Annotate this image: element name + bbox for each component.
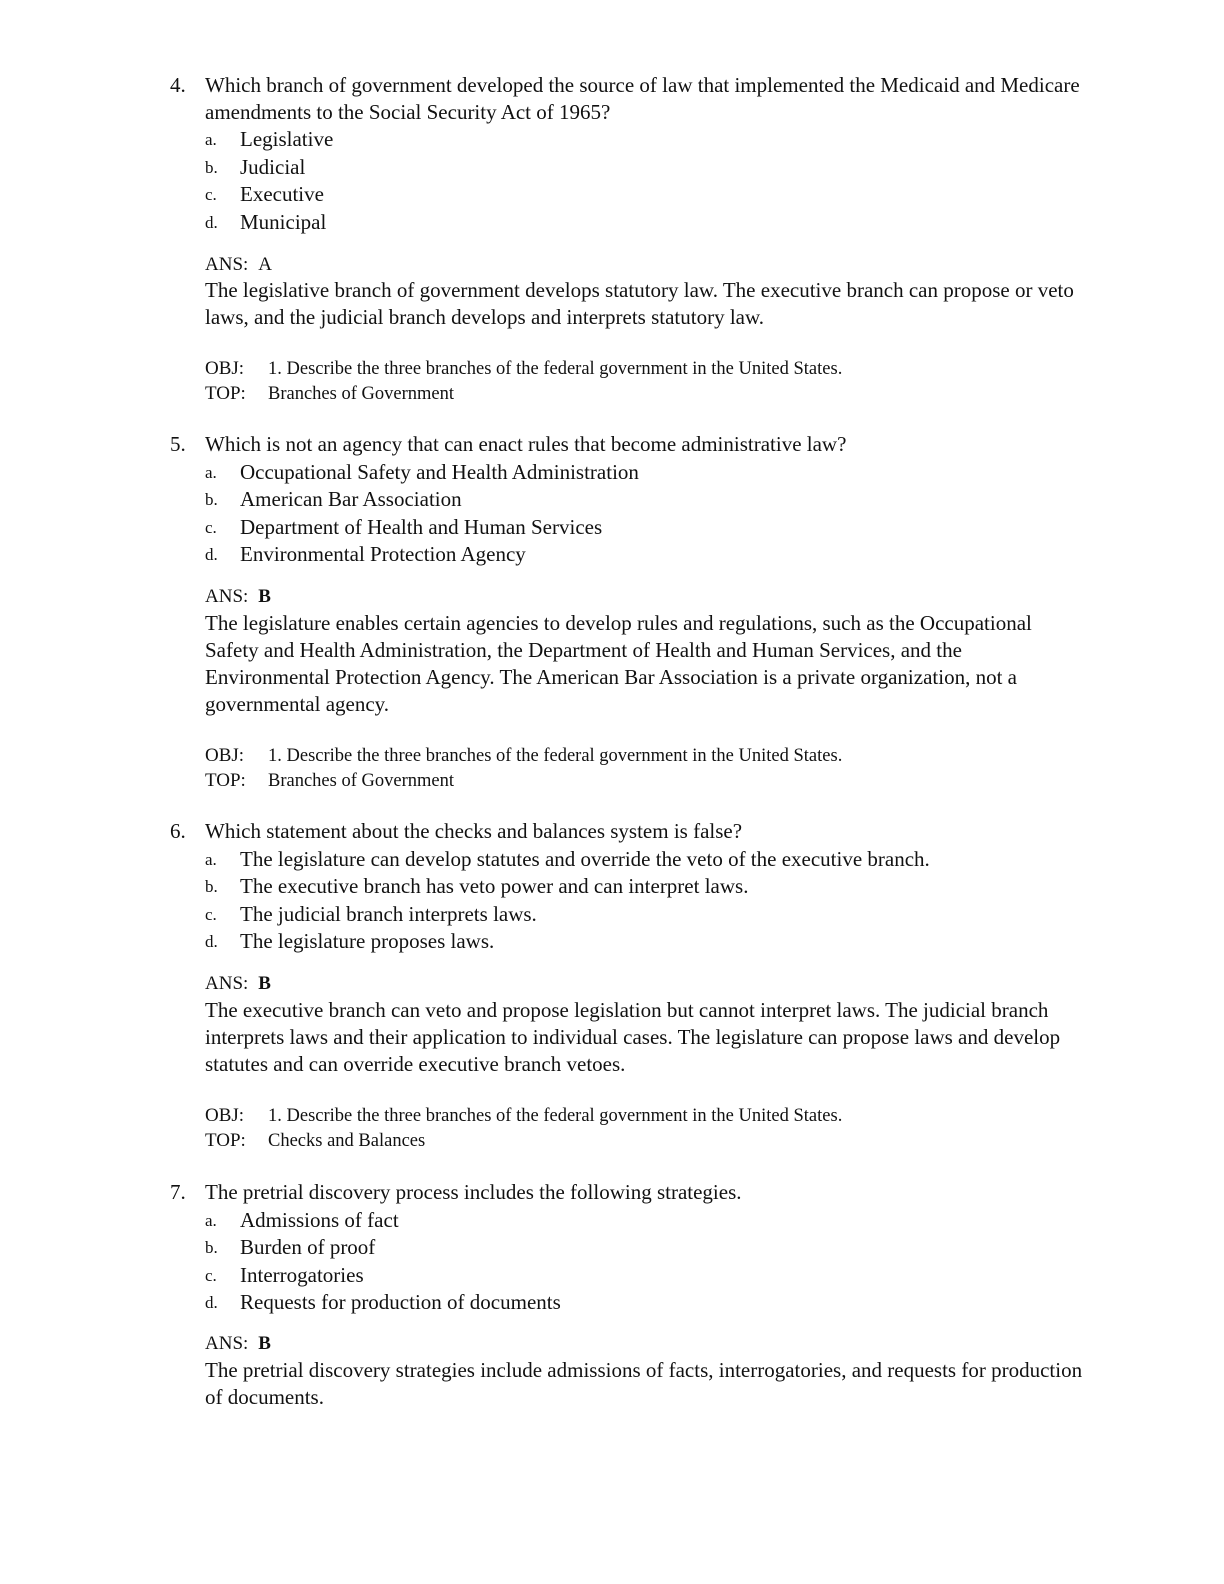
option-text: Environmental Protection Agency xyxy=(240,542,526,566)
answer-line xyxy=(205,971,271,997)
option-a xyxy=(205,126,1085,154)
answer-value: B xyxy=(258,586,271,607)
option-letter: a. xyxy=(205,462,217,482)
answer-rationale: The legislative branch of government develops statutory law. The executive branch can propose or veto laws, and the judicial branch develops and interprets statutory law. xyxy=(205,278,1074,329)
option-d xyxy=(205,209,1085,237)
question-stem: Which branch of government developed the source of law that implemented the Medicaid and Medicare amendments to the Social Security Act of 1965? xyxy=(205,73,1080,124)
question-number: 6. xyxy=(170,819,186,843)
option-b xyxy=(205,873,1085,901)
answer-rationale: The legislature enables certain agencies to develop rules and regulations, such as the Occupational Safety and Health Administration, the Department of Health and Human Services, and the Environmental Protection Agency. The American Bar Association is a private organization, not a governmental agency. xyxy=(205,611,1032,716)
option-a xyxy=(205,1207,1085,1235)
option-letter: d. xyxy=(205,1293,218,1312)
option-letter: b. xyxy=(205,877,218,896)
option-letter: d. xyxy=(205,932,218,951)
objective-value: 1. Describe the three branches of the federal government in the United States. xyxy=(268,1106,843,1126)
option-c xyxy=(205,901,1085,929)
option-text: Admissions of fact xyxy=(240,1207,399,1232)
option-text: Requests for production of documents xyxy=(240,1290,561,1314)
option-text: Interrogatories xyxy=(240,1262,364,1287)
option-text: Department of Health and Human Services xyxy=(240,514,603,539)
answer-line xyxy=(205,1331,271,1357)
topic-value: Branches of Government xyxy=(268,384,454,404)
option-d xyxy=(205,541,1085,569)
option-text: Municipal xyxy=(240,209,327,234)
answer-line xyxy=(205,584,271,610)
objective-label: OBJ: xyxy=(205,1105,245,1126)
question-number: 4. xyxy=(170,73,186,97)
objective-value: 1. Describe the three branches of the federal government in the United States. xyxy=(268,746,843,766)
option-letter: c. xyxy=(205,517,217,537)
option-text: Burden of proof xyxy=(240,1235,376,1259)
option-letter: a. xyxy=(205,130,217,149)
option-a xyxy=(205,846,1085,874)
answer-line xyxy=(205,252,272,278)
option-text: Executive xyxy=(240,182,324,206)
question-stem: The pretrial discovery process includes the following strategies. xyxy=(205,1180,742,1204)
question-stem: Which statement about the checks and balances system is false? xyxy=(205,819,743,843)
option-d xyxy=(205,1289,1085,1317)
option-c xyxy=(205,181,1085,209)
answer-rationale: The pretrial discovery strategies include admissions of facts, interrogatories, and requests for production of documents. xyxy=(205,1358,1083,1409)
option-c xyxy=(205,514,1085,542)
answer-value: B xyxy=(258,973,271,994)
topic-line xyxy=(205,381,454,407)
answer-label: ANS: xyxy=(205,254,249,275)
option-letter: d. xyxy=(205,545,218,564)
option-b xyxy=(205,486,1085,514)
option-text: Judicial xyxy=(240,154,306,179)
option-text: The judicial branch interprets laws. xyxy=(240,901,537,926)
answer-value: B xyxy=(258,1333,271,1354)
objective-label: OBJ: xyxy=(205,745,245,766)
option-text: Legislative xyxy=(240,127,334,151)
option-b xyxy=(205,154,1085,182)
answer-rationale: The executive branch can veto and propose legislation but cannot interpret laws. The judicial branch interprets laws and their application to individual cases. The legislature can propose laws and develop statutes and can override executive branch vetoes. xyxy=(205,998,1061,1076)
answer-label: ANS: xyxy=(205,1333,249,1354)
topic-label: TOP: xyxy=(205,383,246,404)
topic-label: TOP: xyxy=(205,1130,246,1151)
option-text: The executive branch has veto power and can interpret laws. xyxy=(240,874,749,898)
option-letter: c. xyxy=(205,904,217,924)
objective-label: OBJ: xyxy=(205,358,245,379)
question-number: 5. xyxy=(170,432,186,456)
option-d xyxy=(205,928,1085,956)
option-text: The legislature proposes laws. xyxy=(240,929,495,953)
option-b xyxy=(205,1234,1085,1262)
topic-value: Branches of Government xyxy=(268,771,454,791)
objective-line xyxy=(205,356,842,382)
answer-value: A xyxy=(258,254,273,275)
answer-label: ANS: xyxy=(205,586,249,607)
option-letter: b. xyxy=(205,490,218,509)
question-number: 7. xyxy=(170,1180,186,1204)
option-letter: b. xyxy=(205,1238,218,1257)
option-letter: a. xyxy=(205,849,217,869)
topic-label: TOP: xyxy=(205,770,246,791)
topic-line xyxy=(205,1128,425,1154)
question-stem: Which is not an agency that can enact rules that become administrative law? xyxy=(205,432,847,456)
objective-value: 1. Describe the three branches of the federal government in the United States. xyxy=(268,359,843,379)
answer-label: ANS: xyxy=(205,973,249,994)
objective-line xyxy=(205,743,842,769)
option-text: American Bar Association xyxy=(240,487,462,511)
objective-line xyxy=(205,1103,842,1129)
option-letter: c. xyxy=(205,1265,217,1285)
option-c xyxy=(205,1262,1085,1290)
option-letter: c. xyxy=(205,185,217,204)
topic-value: Checks and Balances xyxy=(268,1131,426,1151)
option-text: The legislature can develop statutes and override the veto of the executive branch. xyxy=(240,846,930,871)
option-letter: b. xyxy=(205,157,218,177)
topic-line xyxy=(205,768,454,794)
option-letter: a. xyxy=(205,1210,217,1230)
option-letter: d. xyxy=(205,212,218,232)
option-a xyxy=(205,459,1085,487)
option-text: Occupational Safety and Health Administration xyxy=(240,459,639,484)
